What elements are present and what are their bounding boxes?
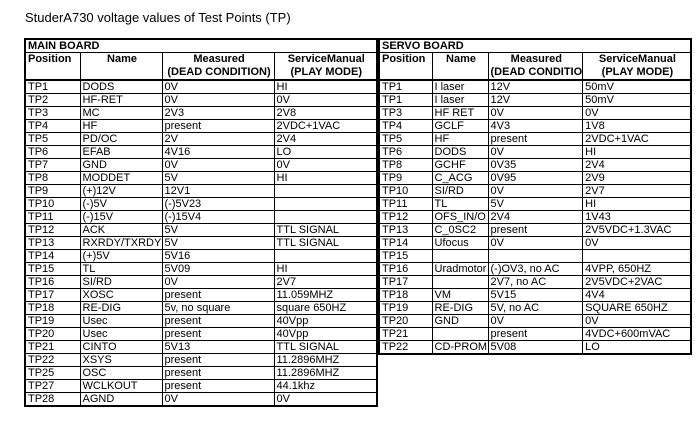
cell-name: GND — [80, 159, 162, 172]
column-measured-sub: (DEAD CONDITION) — [167, 66, 271, 78]
cell-measured: 2V3 — [162, 107, 274, 120]
cell-position: TP27 — [25, 380, 80, 393]
cell-service-manual: 40Vpp — [274, 315, 377, 328]
table-row — [379, 341, 691, 355]
table-row — [379, 302, 691, 315]
cell-service-manual: 2V5VDC+1.3VAC — [583, 224, 691, 237]
cell-position: TP1 — [379, 94, 432, 107]
cell-position: TP4 — [379, 120, 432, 133]
cell-name: TL — [432, 198, 488, 211]
cell-service-manual: 2V4 — [274, 133, 377, 146]
cell-service-manual: 2VDC+1VAC — [583, 133, 691, 146]
table-row — [25, 80, 377, 94]
cell-position: TP20 — [379, 315, 432, 328]
cell-measured: 4V16 — [162, 146, 274, 159]
cell-position: TP28 — [25, 393, 80, 407]
cell-name: (+)5V — [80, 250, 162, 263]
table-row — [25, 315, 377, 328]
column-position: Position — [25, 53, 80, 81]
cell-position: TP14 — [379, 237, 432, 250]
cell-name: (-)15V — [80, 211, 162, 224]
cell-position: TP6 — [25, 146, 80, 159]
cell-service-manual: 2V8 — [274, 107, 377, 120]
cell-position: TP5 — [379, 133, 432, 146]
column-position: Position — [379, 53, 432, 81]
cell-measured: 2V7, no AC — [488, 276, 583, 289]
cell-position: TP15 — [379, 250, 432, 263]
table-row — [379, 159, 691, 172]
cell-name: ACK — [80, 224, 162, 237]
cell-name: GCLF — [432, 120, 488, 133]
cell-service-manual: HI — [274, 263, 377, 276]
cell-service-manual: HI — [274, 80, 377, 94]
cell-measured: 5V08 — [488, 341, 583, 355]
cell-name: OFS_IN/O — [432, 211, 488, 224]
cell-position: TP7 — [25, 159, 80, 172]
cell-position: TP15 — [25, 263, 80, 276]
cell-name: I laser — [432, 94, 488, 107]
cell-measured: 12V — [488, 94, 583, 107]
cell-position: TP10 — [25, 198, 80, 211]
table-row — [25, 276, 377, 289]
cell-name: MODDET — [80, 172, 162, 185]
cell-measured: (-)15V4 — [162, 211, 274, 224]
cell-measured: present — [162, 367, 274, 380]
cell-position: TP25 — [25, 367, 80, 380]
cell-position: TP20 — [25, 328, 80, 341]
cell-name: OSC — [80, 367, 162, 380]
cell-service-manual: 40Vpp — [274, 328, 377, 341]
cell-name: Usec — [80, 315, 162, 328]
cell-measured: 0V — [162, 393, 274, 407]
table-row — [25, 250, 377, 263]
table-row — [379, 237, 691, 250]
table-row — [25, 185, 377, 198]
cell-name: (-)5V — [80, 198, 162, 211]
cell-measured: 0V — [488, 146, 583, 159]
cell-service-manual — [274, 250, 377, 263]
table-row — [25, 94, 377, 107]
cell-position: TP16 — [25, 276, 80, 289]
table-row — [25, 341, 377, 354]
cell-service-manual: TTL SIGNAL — [274, 341, 377, 354]
cell-measured: 5V13 — [162, 341, 274, 354]
cell-position: TP8 — [25, 172, 80, 185]
cell-service-manual: HI — [274, 172, 377, 185]
cell-measured: present — [162, 328, 274, 341]
cell-service-manual: 2V9 — [583, 172, 691, 185]
table-row — [379, 289, 691, 302]
cell-measured: (-)5V23 — [162, 198, 274, 211]
cell-measured: 5V — [162, 172, 274, 185]
column-measured-label: Measured — [193, 53, 245, 65]
table-row — [25, 263, 377, 276]
table-row — [25, 237, 377, 250]
table-row — [379, 276, 691, 289]
cell-name: C_0SC2 — [432, 224, 488, 237]
cell-position: TP2 — [25, 94, 80, 107]
cell-measured — [488, 250, 583, 263]
cell-measured: 5V — [488, 198, 583, 211]
cell-measured: 12V — [488, 80, 583, 94]
cell-name: XSYS — [80, 354, 162, 367]
table-row — [25, 393, 377, 407]
cell-position: TP12 — [379, 211, 432, 224]
table-row — [25, 198, 377, 211]
cell-name — [432, 250, 488, 263]
table-row — [379, 120, 691, 133]
cell-measured: 2V4 — [488, 211, 583, 224]
cell-service-manual: 50mV — [583, 80, 691, 94]
cell-service-manual: 0V — [583, 237, 691, 250]
cell-measured: (-)OV3, no AC — [488, 263, 583, 276]
cell-name: WCLKOUT — [80, 380, 162, 393]
cell-name: CD-PROM — [432, 341, 488, 355]
cell-service-manual: square 650HZ — [274, 302, 377, 315]
cell-name: Ufocus — [432, 237, 488, 250]
cell-service-manual: SQUARE 650HZ — [583, 302, 691, 315]
servo-board-heading: SERVO BOARD — [379, 39, 691, 53]
cell-measured: 0V — [488, 185, 583, 198]
cell-measured: 5v, no square — [162, 302, 274, 315]
cell-measured: 0V — [162, 276, 274, 289]
column-service-manual — [274, 53, 377, 81]
table-row — [25, 133, 377, 146]
cell-position: TP13 — [25, 237, 80, 250]
cell-service-manual — [274, 198, 377, 211]
table-row — [379, 185, 691, 198]
cell-position: TP3 — [379, 107, 432, 120]
cell-service-manual: 4VDC+600mVAC — [583, 328, 691, 341]
cell-position: TP5 — [25, 133, 80, 146]
cell-service-manual — [583, 250, 691, 263]
cell-position: TP16 — [379, 263, 432, 276]
cell-measured: 0V — [162, 159, 274, 172]
cell-position: TP21 — [25, 341, 80, 354]
cell-position: TP22 — [25, 354, 80, 367]
cell-position: TP1 — [25, 80, 80, 94]
table-row — [379, 328, 691, 341]
cell-position: TP14 — [25, 250, 80, 263]
cell-name — [432, 328, 488, 341]
cell-service-manual: 0V — [583, 107, 691, 120]
cell-name: AGND — [80, 393, 162, 407]
cell-name: PD/OC — [80, 133, 162, 146]
cell-service-manual: 2VDC+1VAC — [274, 120, 377, 133]
cell-position: TP10 — [379, 185, 432, 198]
cell-service-manual: 11.2896MHZ — [274, 354, 377, 367]
cell-measured: present — [488, 328, 583, 341]
table-row — [25, 354, 377, 367]
cell-name: (+)12V — [80, 185, 162, 198]
page-title: StuderA730 voltage values of Test Points (TP) — [25, 10, 291, 25]
cell-measured: 5V09 — [162, 263, 274, 276]
cell-measured: 5V — [162, 224, 274, 237]
table-row — [379, 315, 691, 328]
cell-measured: present — [488, 224, 583, 237]
cell-service-manual: HI — [583, 146, 691, 159]
cell-name: DODS — [432, 146, 488, 159]
column-name: Name — [80, 53, 162, 81]
main-board-table — [24, 38, 378, 407]
cell-name: SI/RD — [432, 185, 488, 198]
cell-service-manual: 44.1khz — [274, 380, 377, 393]
cell-name: HF RET — [432, 107, 488, 120]
table-row — [25, 120, 377, 133]
cell-name: DODS — [80, 80, 162, 94]
table-row — [25, 211, 377, 224]
cell-measured: 0V95 — [488, 172, 583, 185]
servo-board-rows — [379, 80, 691, 354]
table-row — [25, 159, 377, 172]
cell-measured: 0V — [488, 107, 583, 120]
cell-measured: present — [162, 289, 274, 302]
cell-position: TP17 — [379, 276, 432, 289]
cell-name: Uradmotor — [432, 263, 488, 276]
table-row — [25, 172, 377, 185]
cell-service-manual: 1V8 — [583, 120, 691, 133]
cell-name: I laser — [432, 80, 488, 94]
cell-name: RXRDY/TXRDY — [80, 237, 162, 250]
table-row — [379, 263, 691, 276]
cell-service-manual — [274, 185, 377, 198]
cell-service-manual: 2V7 — [583, 185, 691, 198]
cell-measured: 5V16 — [162, 250, 274, 263]
main-board-heading: MAIN BOARD — [25, 39, 377, 53]
cell-service-manual: LO — [583, 341, 691, 355]
cell-position: TP1 — [379, 80, 432, 94]
cell-measured: 5V — [162, 237, 274, 250]
column-measured — [162, 53, 274, 81]
cell-measured: 12V1 — [162, 185, 274, 198]
cell-name: C_ACG — [432, 172, 488, 185]
cell-service-manual — [274, 211, 377, 224]
cell-name: CINTO — [80, 341, 162, 354]
column-service-manual — [583, 53, 691, 81]
cell-position: TP17 — [25, 289, 80, 302]
cell-service-manual: 0V — [274, 94, 377, 107]
table-row — [379, 107, 691, 120]
table-row — [379, 224, 691, 237]
cell-position: TP12 — [25, 224, 80, 237]
cell-name: GCHF — [432, 159, 488, 172]
cell-measured: 0V — [488, 237, 583, 250]
cell-service-manual: TTL SIGNAL — [274, 224, 377, 237]
cell-position: TP6 — [379, 146, 432, 159]
table-row — [379, 250, 691, 263]
table-row — [25, 367, 377, 380]
table-row — [25, 289, 377, 302]
cell-name: VM — [432, 289, 488, 302]
cell-measured: 0V35 — [488, 159, 583, 172]
servo-board-table — [378, 38, 692, 355]
table-row — [25, 107, 377, 120]
cell-name: EFAB — [80, 146, 162, 159]
cell-service-manual: TTL SIGNAL — [274, 237, 377, 250]
cell-service-manual: 11.2896MHZ — [274, 367, 377, 380]
cell-service-manual: HI — [583, 198, 691, 211]
cell-position: TP9 — [379, 172, 432, 185]
column-service-manual-sub: (PLAY MODE) — [290, 66, 362, 78]
cell-service-manual: 11.059MHZ — [274, 289, 377, 302]
table-row — [379, 80, 691, 94]
cell-position: TP11 — [379, 198, 432, 211]
cell-service-manual: 2V7 — [274, 276, 377, 289]
cell-name: GND — [432, 315, 488, 328]
column-name: Name — [432, 53, 488, 81]
main-board-rows — [25, 80, 377, 406]
cell-service-manual: 2V4 — [583, 159, 691, 172]
cell-measured: 0V — [488, 315, 583, 328]
table-row — [379, 198, 691, 211]
cell-service-manual: 0V — [274, 393, 377, 407]
cell-measured: 0V — [162, 94, 274, 107]
cell-position: TP9 — [25, 185, 80, 198]
column-measured-label: Measured — [510, 53, 563, 65]
column-service-manual-sub: (PLAY MODE) — [601, 66, 674, 78]
cell-measured: present — [162, 380, 274, 393]
table-row — [25, 328, 377, 341]
cell-measured: present — [162, 120, 274, 133]
cell-position: TP19 — [379, 302, 432, 315]
column-service-manual-label: ServiceManual — [598, 53, 676, 65]
cell-service-manual: 4V4 — [583, 289, 691, 302]
cell-name: TL — [80, 263, 162, 276]
table-row — [25, 380, 377, 393]
cell-position: TP11 — [25, 211, 80, 224]
cell-name: SI/RD — [80, 276, 162, 289]
cell-service-manual: 4VPP, 650HZ — [583, 263, 691, 276]
cell-name: MC — [80, 107, 162, 120]
cell-service-manual: 2V5VDC+2VAC — [583, 276, 691, 289]
table-row — [25, 224, 377, 237]
cell-position: TP13 — [379, 224, 432, 237]
cell-position: TP4 — [25, 120, 80, 133]
cell-measured: present — [162, 315, 274, 328]
cell-name — [432, 276, 488, 289]
cell-name: RE-DIG — [80, 302, 162, 315]
table-row — [379, 146, 691, 159]
cell-position: TP19 — [25, 315, 80, 328]
cell-position: TP8 — [379, 159, 432, 172]
cell-position: TP21 — [379, 328, 432, 341]
cell-name: Usec — [80, 328, 162, 341]
cell-name: HF — [432, 133, 488, 146]
cell-name: HF — [80, 120, 162, 133]
cell-measured: 5V15 — [488, 289, 583, 302]
cell-position: TP18 — [25, 302, 80, 315]
cell-position: TP22 — [379, 341, 432, 355]
table-row — [25, 146, 377, 159]
cell-measured: present — [488, 133, 583, 146]
column-measured — [488, 53, 583, 81]
cell-measured: 0V — [162, 80, 274, 94]
cell-measured: 5V, no AC — [488, 302, 583, 315]
cell-service-manual: 1V43 — [583, 211, 691, 224]
table-row — [379, 211, 691, 224]
cell-service-manual: 0V — [274, 159, 377, 172]
column-measured-sub: (DEAD CONDITIO — [490, 66, 583, 78]
table-row — [379, 172, 691, 185]
cell-measured: present — [162, 354, 274, 367]
cell-name: XOSC — [80, 289, 162, 302]
table-row — [379, 94, 691, 107]
cell-measured: 2V — [162, 133, 274, 146]
table-row — [25, 302, 377, 315]
cell-name: HF-RET — [80, 94, 162, 107]
cell-name: RE-DIG — [432, 302, 488, 315]
column-service-manual-label: ServiceManual — [287, 53, 365, 65]
cell-service-manual: 50mV — [583, 94, 691, 107]
cell-measured: 4V3 — [488, 120, 583, 133]
table-row — [379, 133, 691, 146]
cell-position: TP3 — [25, 107, 80, 120]
cell-service-manual: 0V — [583, 315, 691, 328]
cell-position: TP18 — [379, 289, 432, 302]
cell-service-manual: LO — [274, 146, 377, 159]
